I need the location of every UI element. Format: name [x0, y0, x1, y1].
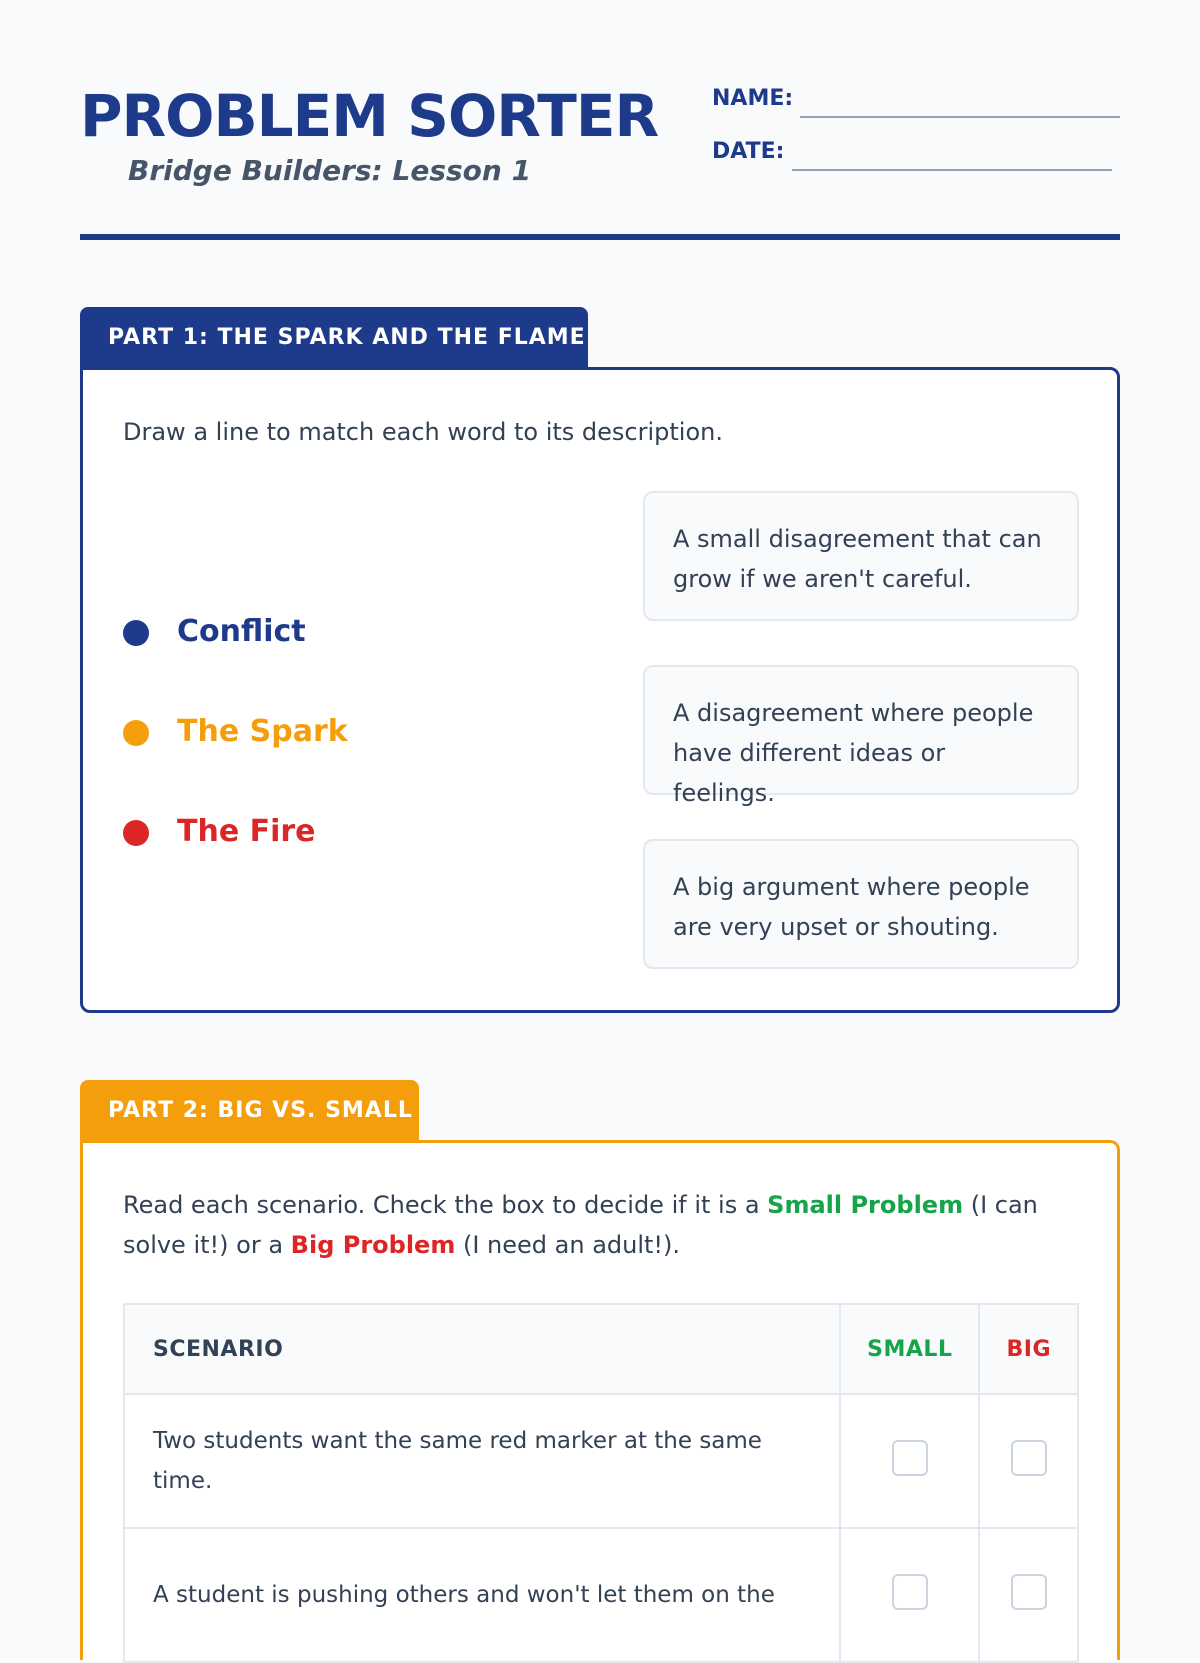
table-row [124, 1394, 1078, 1528]
word-label: The Fire [177, 814, 316, 849]
worksheet-header [80, 82, 1120, 242]
spark-dot[interactable] [123, 720, 149, 746]
small-problem-label: Small Problem [767, 1191, 964, 1219]
small-cell [840, 1528, 979, 1662]
big-cell [979, 1528, 1078, 1662]
date-line[interactable] [792, 169, 1112, 171]
name-field[interactable] [712, 82, 1132, 122]
page-subtitle: Bridge Builders: Lesson 1 [128, 154, 532, 187]
part1-instruction: Draw a line to match each word to its description. [123, 418, 723, 446]
big-cell [979, 1394, 1078, 1528]
table-row [124, 1528, 1078, 1662]
scenario-text: Two students want the same red marker at the same time. [124, 1394, 840, 1528]
part1-tab: PART 1: THE SPARK AND THE FLAME [80, 307, 588, 369]
part2-tab: PART 2: BIG VS. SMALL [80, 1080, 419, 1142]
scenario-table [123, 1303, 1079, 1663]
description-card[interactable]: A small disagreement that can grow if we aren't careful. [643, 491, 1079, 621]
part2-panel [80, 1140, 1120, 1660]
word-label: Conflict [177, 614, 306, 649]
description-card[interactable]: A big argument where people are very upset or shouting. [643, 839, 1079, 969]
small-cell [840, 1394, 979, 1528]
big-problem-label: Big Problem [290, 1231, 456, 1259]
description-card[interactable]: A disagreement where people have different ideas or feelings. [643, 665, 1079, 795]
scenario-text: A student is pushing others and won't let them on the [124, 1528, 840, 1662]
name-line[interactable] [800, 116, 1120, 118]
table-header-row [124, 1304, 1078, 1394]
name-label: NAME: [712, 86, 794, 111]
big-checkbox[interactable] [1011, 1440, 1047, 1476]
big-checkbox[interactable] [1011, 1574, 1047, 1610]
instruction-text: (I need an adult!). [455, 1231, 681, 1259]
part1-panel [80, 367, 1120, 1013]
date-label: DATE: [712, 139, 785, 164]
column-header-small: SMALL [840, 1304, 979, 1394]
fire-dot[interactable] [123, 820, 149, 846]
date-field[interactable] [712, 135, 1132, 175]
small-checkbox[interactable] [892, 1440, 928, 1476]
small-checkbox[interactable] [892, 1574, 928, 1610]
column-header-scenario: SCENARIO [124, 1304, 840, 1394]
page-title: PROBLEM SORTER [80, 82, 659, 150]
conflict-dot[interactable] [123, 620, 149, 646]
part2-instruction [123, 1185, 1043, 1265]
instruction-text: (I can solve it!) or a [123, 1191, 1038, 1259]
header-divider [80, 234, 1120, 240]
instruction-text: Read each scenario. Check the box to decide if it is a [123, 1191, 768, 1219]
column-header-big: BIG [979, 1304, 1078, 1394]
word-label: The Spark [177, 714, 348, 749]
